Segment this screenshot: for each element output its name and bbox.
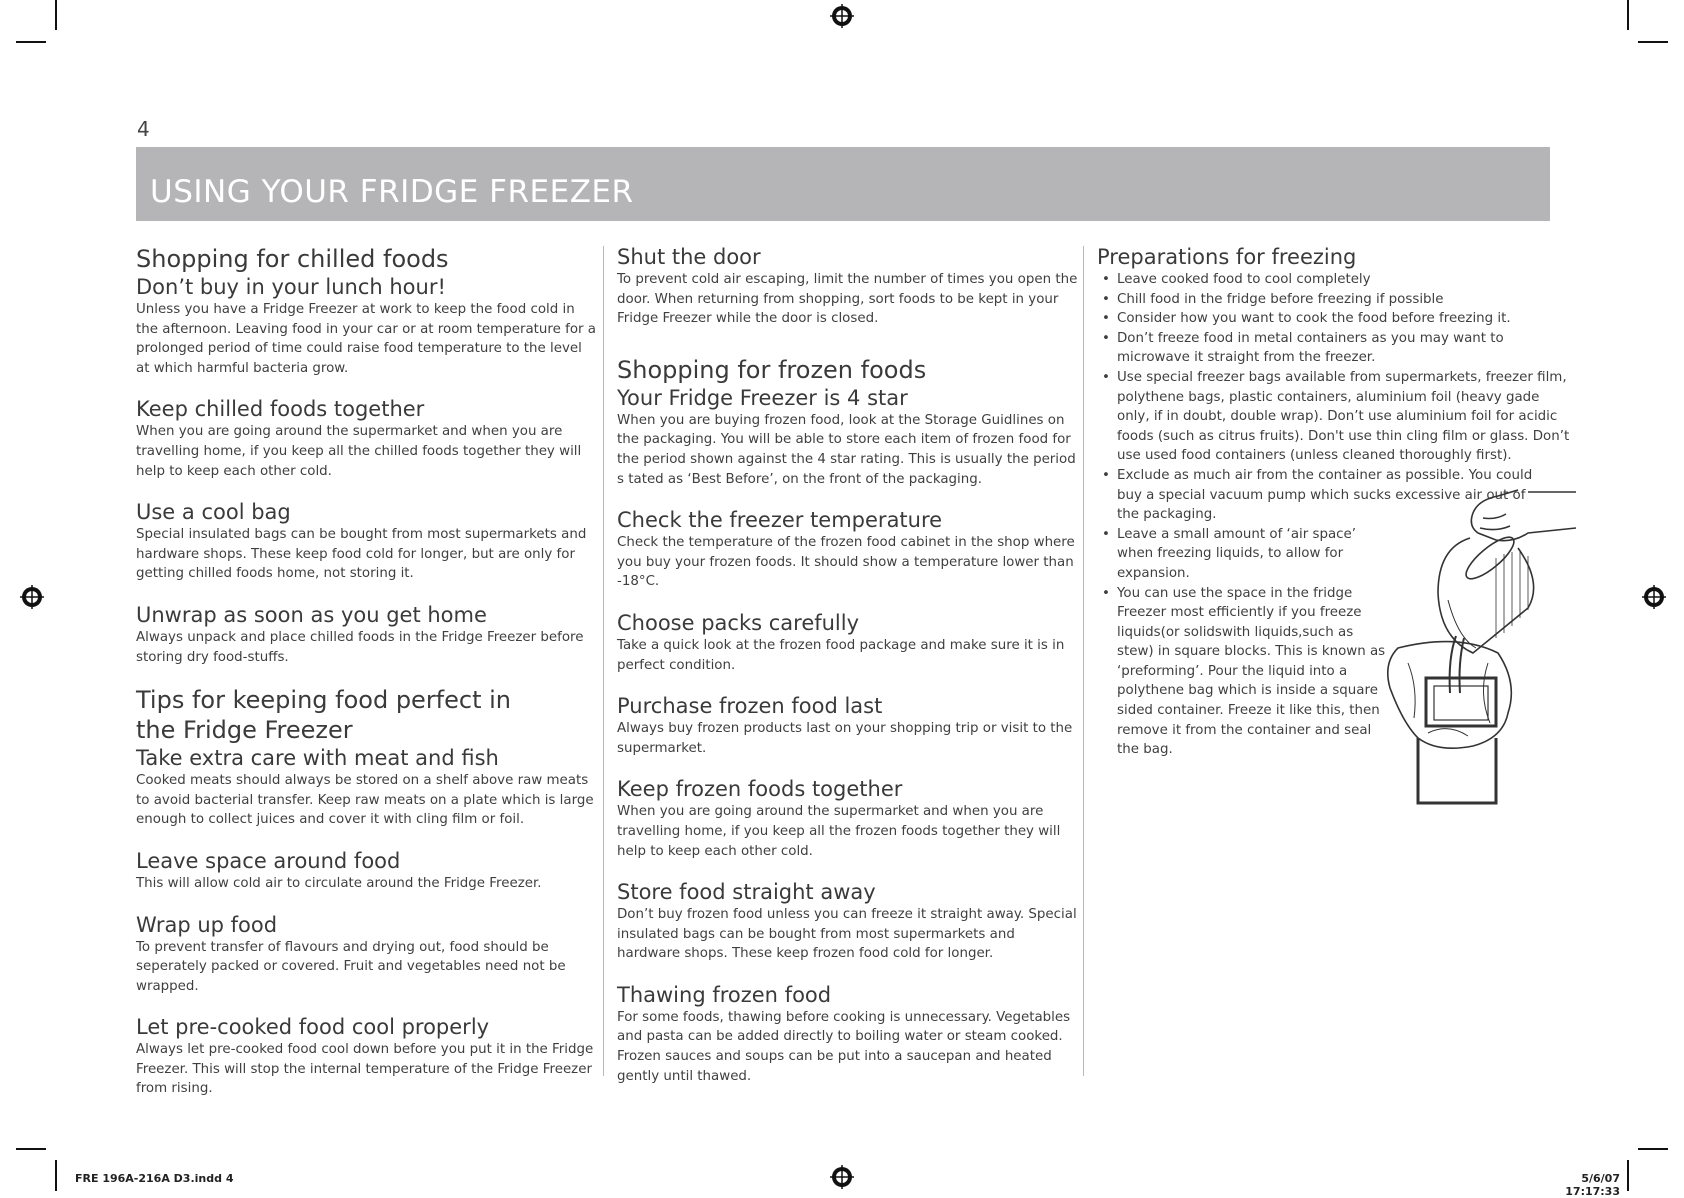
section-body: Special insulated bags can be bought from most supermarkets and hardware shops. These keep food cold for longer, but are only for getting chilled foods home, not storing it. [136,527,587,582]
column-divider [603,246,604,1076]
section-body: To prevent transfer of flavours and drying out, food should be seperately packed or covered. Fruit and vegetables need not be wrapped. [136,939,566,994]
section-body: Unless you have a Fridge Freezer at work to keep the food cold in the afternoon. Leaving food in your car or at room temperature for a prolonged period of time could raise food temperature to the level at which harmful bacteria grow. [136,302,596,376]
section-body: Always unpack and place chilled foods in the Fridge Freezer before storing dry food-stuffs. [136,629,584,665]
section-body: When you are buying frozen food, look at the Storage Guidlines on the packaging. You will be able to store each item of frozen food for the period shown against the 4 star rating. This is usually the period s tated as ‘Best Before’, on the front of the packaging. [617,412,1076,487]
section-heading: Thawing frozen food [617,982,832,1007]
crop-mark [16,41,46,43]
section-subheading: Your Fridge Freezer is 4 star [617,385,908,410]
section-heading: Store food straight away [617,880,876,905]
section-heading: Purchase frozen food last [617,694,883,719]
column-middle [617,244,1081,1104]
section-heading: Shopping for chilled foods [136,245,449,273]
page-title: USING YOUR FRIDGE FREEZER [150,174,634,210]
section-body: Always let pre-cooked food cool down before you put it in the Fridge Freezer. This will stop the internal temperature of the Fridge Freezer from rising. [136,1042,594,1097]
section-heading: Preparations for freezing [1097,245,1357,269]
list-item: • Consider how you want to cook the food before freezing it. [1097,309,1572,329]
footer-timestamp: 5/6/07 17:17:33 [1565,1172,1620,1198]
section-body: Don’t buy frozen food unless you can freeze it straight away. Special insulated bags can be bought from most supermarkets and hardware shops. These keep frozen food cold for longer. [617,907,1077,962]
list-item: • Chill food in the fridge before freezing if possible [1097,290,1572,310]
section-chilled-foods [136,244,596,378]
list-item: • Don’t freeze food in metal containers as you may want to microwave it straight from the freezer. [1097,329,1572,368]
section-leave-space [136,848,596,894]
section-heading: Tips for keeping food perfect in the Fridge Freezer [136,686,512,745]
list-item: • Exclude as much air from the container as possible. You could buy a special vacuum pump which sucks excessive air out of the packaging. [1097,466,1547,525]
section-body: Take a quick look at the frozen food package and make sure it is in perfect condition. [617,637,1065,673]
section-choose-packs [617,610,1081,675]
list-item: • Leave a small amount of ‘air space’ when freezing liquids, to allow for expansion. [1097,525,1387,584]
section-keep-frozen [617,776,1081,861]
registration-mark-icon [1642,585,1666,609]
registration-mark-icon [830,1165,854,1189]
crop-mark [1627,1160,1629,1191]
crop-mark [55,0,57,30]
section-body: Check the temperature of the frozen food cabinet in the shop where you buy your frozen foods. It should show a temperature lower than -18°C. [617,535,1075,590]
registration-mark-icon [830,4,854,28]
section-wrap-food [136,912,596,997]
section-subheading: Take extra care with meat and fish [136,746,499,771]
section-heading: Choose packs carefully [617,610,860,635]
section-body: When you are going around the supermarket and when you are travelling home, if you keep all the chilled foods together they will help to keep each other cold. [136,424,582,479]
section-keep-chilled [136,396,596,481]
registration-mark-icon [20,585,44,609]
section-body: Frozen sauces and soups can be put into a saucepan and heated gently until thawed. [617,1049,1052,1084]
section-heading: Let pre-cooked food cool properly [136,1015,490,1040]
list-item: • Use special freezer bags available from supermarkets, freezer film, polythene bags, plastic containers, aluminium foil (heavy gade only, if in doubt, double wrap). Don’t use aluminium foil for acidic foods (such as citrus fruits). Don't use thin cling film or glass. Don’t use used food containers (unless cleaned thoroughly first). [1097,368,1572,466]
section-subheading: Don’t buy in your lunch hour! [136,275,446,299]
section-body: This will allow cold air to circulate around the Fridge Freezer. [136,875,542,891]
section-heading: Check the freezer temperature [617,508,943,533]
section-store-straight [617,879,1081,964]
section-body: Cooked meats should always be stored on a shelf above raw meats to avoid bacterial transfer. Keep raw meats on a plate which is large enough to collect juices and cover it with cling film or foil. [136,773,594,828]
preforming-illustration [1378,488,1578,806]
list-item: • You can use the space in the fridge Freezer most efficiently if you freeze liquids(or solidswith liquids,such as stew) in square blocks. This is known as ‘preforming’. Pour the liquid into a polythene bag which is inside a square sided container. Freeze it like this, then remove it from the container and seal the bag. [1097,584,1387,760]
section-heading: Shopping for frozen foods [617,355,927,384]
crop-mark [1627,0,1629,30]
section-heading: Leave space around food [136,848,401,873]
section-tips [136,685,596,830]
crop-mark [55,1160,57,1191]
column-left [136,244,596,1117]
crop-mark [1638,1148,1668,1150]
section-body: To prevent cold air escaping, limit the number of times you open the door. When returning from shopping, sort foods to be kept in your Fridge Freezer while the door is closed. [617,272,1078,327]
section-freezer-temperature [617,507,1081,592]
section-frozen-foods [617,355,1081,489]
section-heading: Use a cool bag [136,500,291,525]
section-banner [136,147,1550,221]
section-precooked [136,1014,596,1099]
section-heading: Unwrap as soon as you get home [136,602,487,627]
footer-file-name: FRE 196A-216A D3.indd 4 [75,1172,234,1185]
crop-mark [16,1148,46,1150]
section-purchase-last [617,693,1081,758]
section-heading: Shut the door [617,245,761,269]
section-body: When you are going around the supermarket and when you are travelling home, if you keep all the frozen foods together they will help to keep each other cold. [617,804,1061,859]
section-thawing [617,982,1081,1086]
column-divider [1083,246,1084,1076]
section-heading: Keep frozen foods together [617,777,903,802]
section-shut-door [617,244,1081,329]
section-heading: Keep chilled foods together [136,397,425,422]
section-unwrap [136,602,596,667]
list-item: • Leave cooked food to cool completely [1097,270,1572,290]
section-body: For some foods, thawing before cooking is unnecessary. Vegetables and pasta can be added directly to boiling water or steam cooked. [617,1009,1071,1045]
page-number: 4 [137,117,150,141]
section-cool-bag [136,499,596,584]
section-body: Always buy frozen products last on your shopping trip or visit to the supermarket. [617,721,1073,756]
crop-mark [1638,41,1668,43]
section-heading: Wrap up food [136,912,278,937]
